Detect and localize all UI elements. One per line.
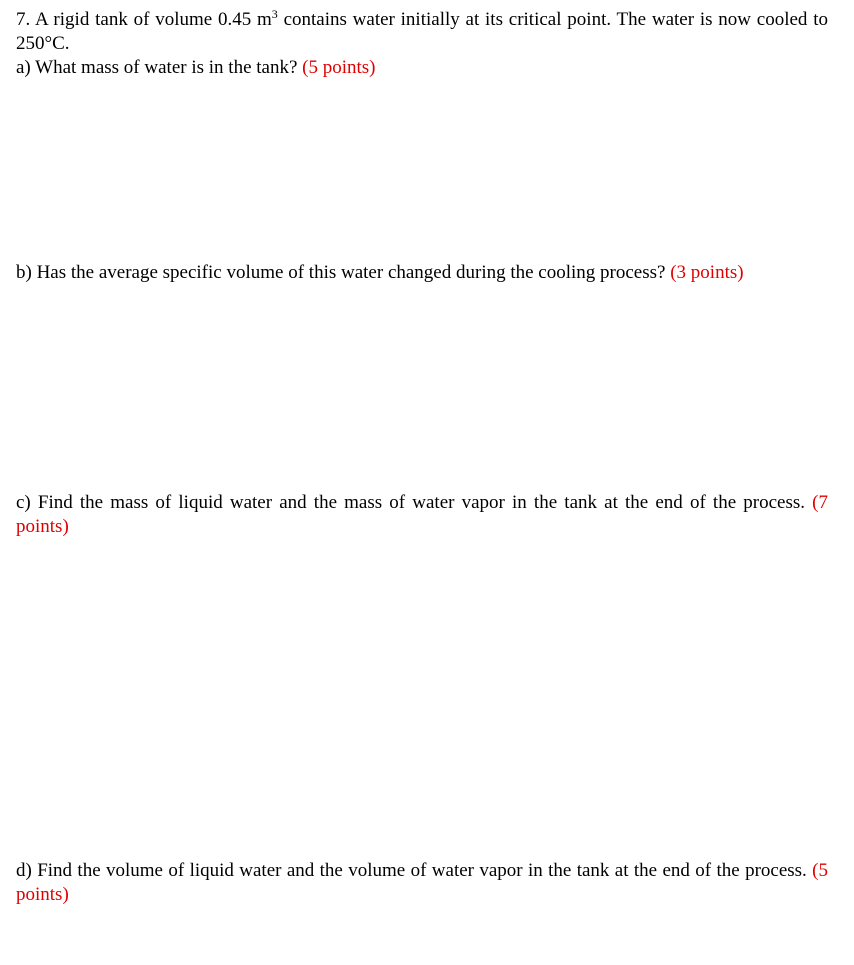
part-a-question <box>16 56 828 80</box>
part-c-points: (7 points) <box>16 492 828 537</box>
part-d-points: (5 points) <box>16 860 828 905</box>
part-c-text: c) Find the mass of liquid water and the mass of water vapor in the tank at the end of the process. <box>16 492 813 513</box>
part-b-text: b) Has the average specific volume of this water changed during the cooling process? <box>16 262 671 283</box>
part-b-question <box>16 261 828 285</box>
question-7-intro <box>16 8 828 56</box>
part-b-points: (3 points) <box>670 262 744 283</box>
part-a-points: (5 points) <box>302 57 376 78</box>
intro-text: 7. A rigid tank of volume 0.45 m <box>16 9 272 30</box>
part-a-text: a) What mass of water is in the tank? <box>16 57 303 78</box>
part-d-text: d) Find the volume of liquid water and the volume of water vapor in the tank at the end of the process. <box>16 860 813 881</box>
part-c-question <box>16 491 828 539</box>
intro-text-cont: contains water initially at its critical point. The water is now cooled to 250°C. <box>16 9 828 54</box>
part-d-question <box>16 859 828 907</box>
cubic-superscript: 3 <box>271 7 278 21</box>
